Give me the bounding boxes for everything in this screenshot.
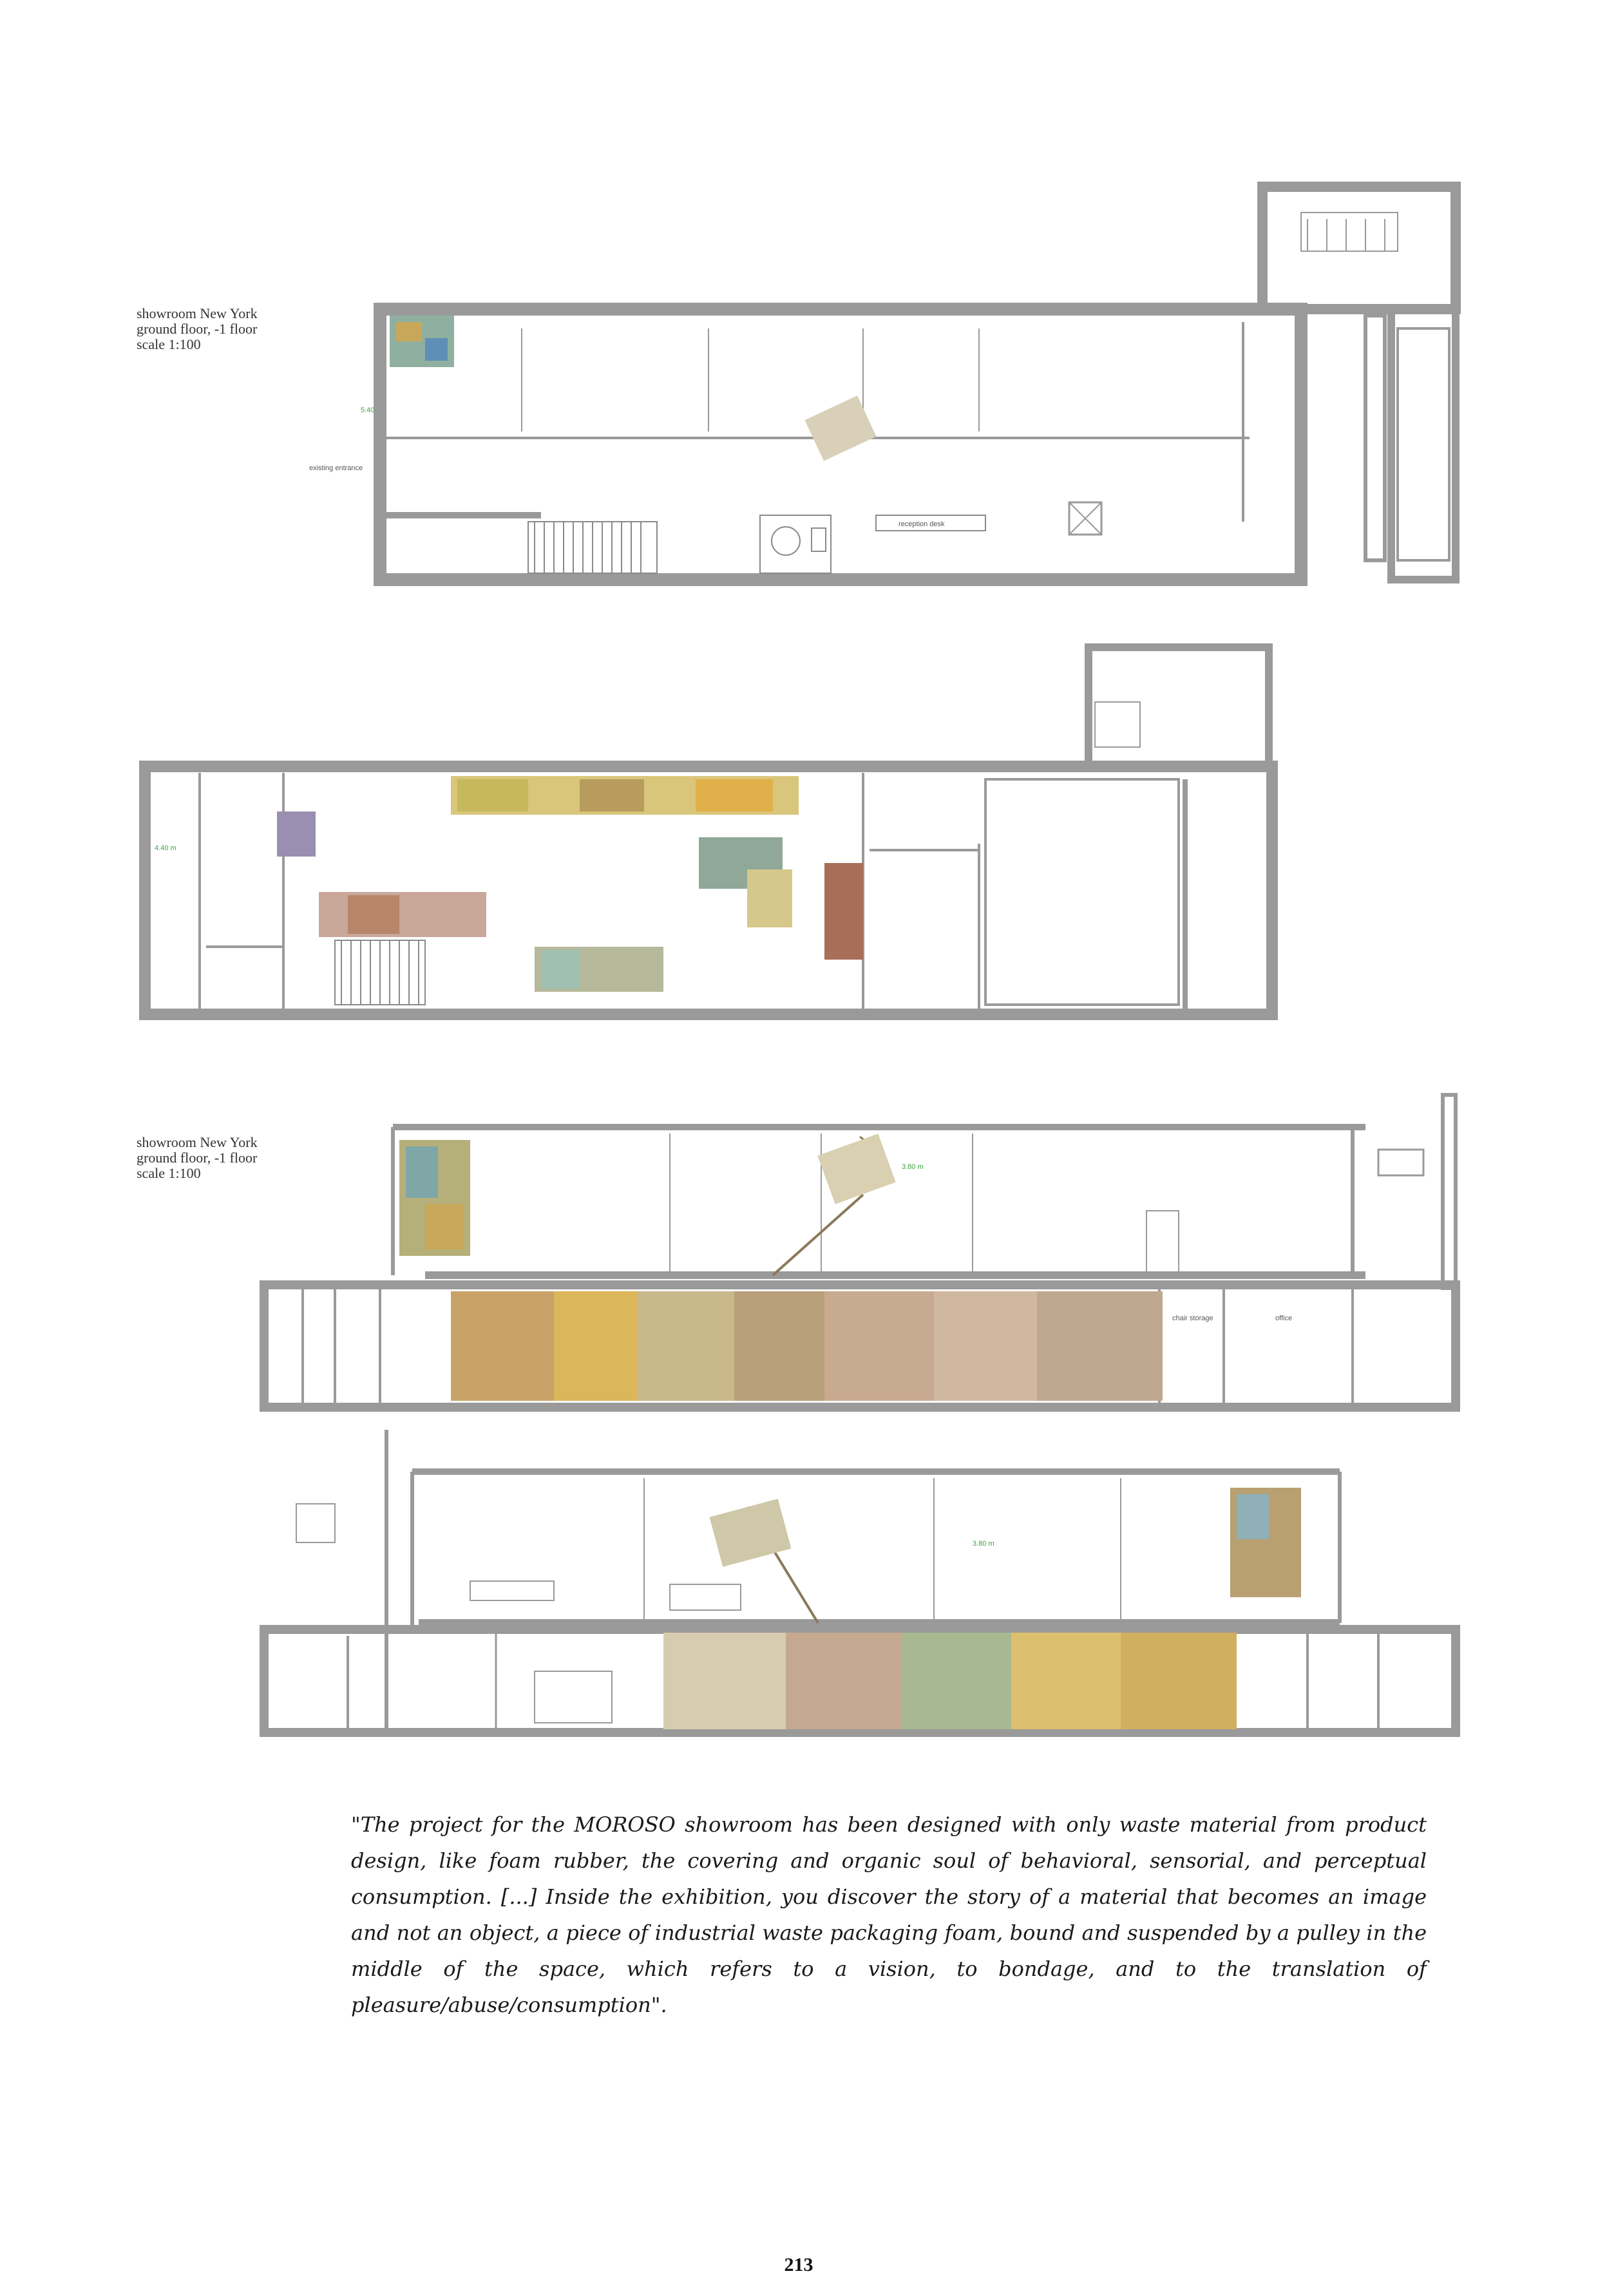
foam-bale-image bbox=[277, 811, 316, 857]
floor-plan-ground bbox=[296, 155, 1469, 593]
dimension-label: 3.80 m bbox=[973, 1540, 994, 1548]
chair-storage-label: chair storage bbox=[1172, 1314, 1213, 1322]
caption-line: showroom New York bbox=[137, 305, 258, 321]
section-drawing-1 bbox=[258, 1082, 1469, 1417]
suspended-foam-bale bbox=[710, 1499, 792, 1567]
caption-line: scale 1:100 bbox=[137, 336, 201, 352]
floor-plan-basement bbox=[129, 631, 1288, 1030]
dimension-label: 4.40 m bbox=[155, 844, 176, 852]
dimension-label: 3.80 m bbox=[902, 1163, 924, 1171]
caption-line: scale 1:100 bbox=[137, 1165, 201, 1181]
entrance-label: existing entrance bbox=[309, 464, 363, 472]
page-number: 213 bbox=[784, 2254, 813, 2275]
foam-bale-image bbox=[804, 395, 876, 460]
project-quote: "The project for the MOROSO showroom has been designed with only waste material from product design, like foam rubber, the covering and organic soul of behavioral, sensorial, and perceptual consumption. [...] Inside the exhibition, you discover the story of a material that becomes an image and not an object, a piece of industrial waste packaging foam, bound and suspended by a pulley in the middle of the space, which refers to a vision, to bondage, and to the translation of pleasure/abuse/consumption". bbox=[351, 1812, 1427, 2017]
reception-label: reception desk bbox=[899, 520, 945, 528]
section-drawing-2 bbox=[258, 1417, 1469, 1739]
office-label: office bbox=[1275, 1314, 1293, 1322]
section1-caption bbox=[137, 1135, 258, 1181]
dimension-label: 5.40 bbox=[361, 406, 375, 414]
foam-bale-image bbox=[824, 863, 863, 960]
caption-line: ground floor, -1 floor bbox=[137, 321, 258, 337]
suspended-foam-bale bbox=[817, 1134, 895, 1204]
caption-line: showroom New York bbox=[137, 1134, 258, 1150]
plan1-caption bbox=[137, 306, 258, 352]
caption-line: ground floor, -1 floor bbox=[137, 1150, 258, 1166]
foam-bale-image bbox=[747, 869, 792, 927]
foam-bale-image bbox=[319, 892, 486, 937]
